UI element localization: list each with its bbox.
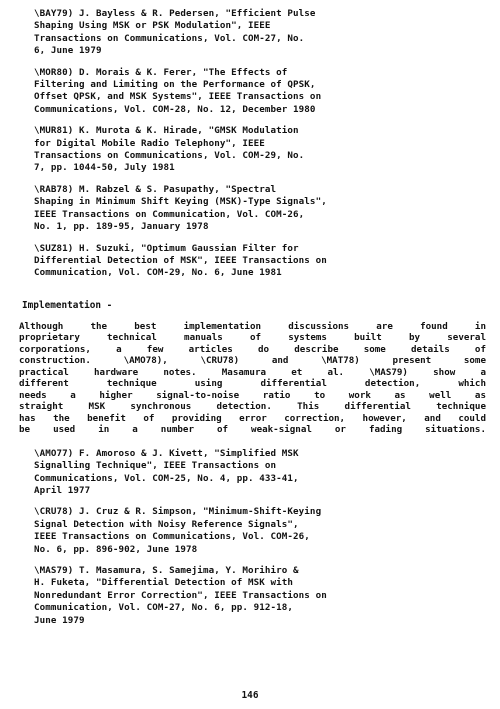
reference-line: Communications, Vol. COM-28, No. 12, December 1980 (34, 103, 316, 115)
reference-line: \AMO77) F. Amoroso & J. Kivett, "Simplified MSK (34, 447, 299, 459)
reference-mor80 (34, 67, 486, 117)
reference-line: Signal Detection with Noisy Reference Signals", (34, 518, 299, 530)
reference-line: 6, June 1979 (34, 45, 102, 57)
reference-line: Shaping in Minimum Shift Keying (MSK)-Type Signals", (34, 196, 327, 208)
section-title: Implementation - (22, 299, 113, 311)
reference-line: IEEE Transactions on Communication, Vol. COM-26, (34, 208, 305, 220)
reference-line: Signalling Technique", IEEE Transactions on (34, 460, 277, 472)
reference-cru78 (34, 506, 486, 556)
reference-line: \BAY79) J. Bayless & R. Pedersen, "Efficient Pulse (34, 8, 316, 19)
implementation-paragraph (19, 321, 486, 436)
reference-line: \MAS79) T. Masamura, S. Samejima, Y. Morihiro & (34, 564, 299, 576)
paragraph-line: different technique using differential detection, which (19, 378, 486, 390)
reference-list-top (14, 8, 486, 280)
page-number: 146 (241, 690, 259, 701)
paragraph-line: construction. \AMO78), \CRU78) and \MAT78) present some (19, 355, 486, 367)
reference-bay79 (34, 8, 486, 58)
reference-line: Nonredundant Error Correction", IEEE Transactions on (34, 589, 327, 601)
reference-suz81 (34, 243, 486, 280)
reference-line: Communications, Vol. COM-25, No. 4, pp. 433-41, (34, 472, 299, 484)
reference-line: Transactions on Communications, Vol. COM-27, No. (34, 32, 305, 44)
paragraph-line: proprietary technical manuals of systems built by several (19, 332, 486, 344)
reference-line: Differential Detection of MSK", IEEE Transactions on (34, 254, 327, 266)
reference-line: April 1977 (34, 484, 91, 496)
reference-line: Transactions on Communications, Vol. COM-29, No. (34, 150, 305, 162)
reference-line: Shaping Using MSK or PSK Modulation", IEEE (34, 20, 271, 32)
reference-mur81 (34, 125, 486, 175)
reference-line: Filtering and Limiting on the Performance of QPSK, (34, 79, 316, 91)
reference-line: 7, pp. 1044-50, July 1981 (34, 162, 175, 174)
paragraph-line: has the benefit of providing error correction, however, and could (19, 412, 486, 424)
reference-line: Communication, Vol. COM-27, No. 6, pp. 912-18, (34, 602, 294, 614)
paragraph-line: Although the best implementation discussions are found in (19, 320, 486, 332)
paragraph-line: be used in a number of weak-signal or fading situations. (19, 424, 486, 436)
reference-line: \RAB78) M. Rabzel & S. Pasupathy, "Spectral (34, 183, 277, 195)
reference-line: \SUZ81) H. Suzuki, "Optimum Gaussian Filter for (34, 242, 299, 254)
reference-line: No. 6, pp. 896-902, June 1978 (34, 543, 198, 555)
reference-line: Offset QPSK, and MSK Systems", IEEE Transactions on (34, 91, 322, 103)
reference-line: \CRU78) J. Cruz & R. Simpson, "Minimum-Shift-Keying (34, 506, 322, 518)
reference-line: \MOR80) D. Morais & K. Ferer, "The Effects of (34, 66, 288, 78)
reference-line: for Digital Mobile Radio Telephony", IEEE (34, 137, 265, 149)
paragraph-line: straight MSK synchronous detection. This differential technique (19, 401, 486, 413)
reference-line: No. 1, pp. 189-95, January 1978 (34, 221, 209, 233)
reference-line: IEEE Transactions on Communications, Vol. COM-26, (34, 531, 310, 543)
reference-line: Communication, Vol. COM-29, No. 6, June 1981 (34, 267, 282, 279)
reference-amo77 (34, 448, 486, 498)
reference-mas79 (34, 565, 486, 627)
reference-line: June 1979 (34, 614, 85, 626)
reference-rab78 (34, 184, 486, 234)
paragraph-line: corporations, a few articles do describe some details of (19, 343, 486, 355)
paragraph-line: practical hardware notes. Masamura et al. \MAS79) show a (19, 366, 486, 378)
reference-line: H. Fuketa, "Differential Detection of MSK with (34, 577, 294, 589)
reference-list-bottom (14, 448, 486, 627)
paragraph-line: needs a higher signal-to-noise ratio to work as well as (19, 389, 486, 401)
reference-line: \MUR81) K. Murota & K. Hirade, "GMSK Modulation (34, 125, 299, 137)
